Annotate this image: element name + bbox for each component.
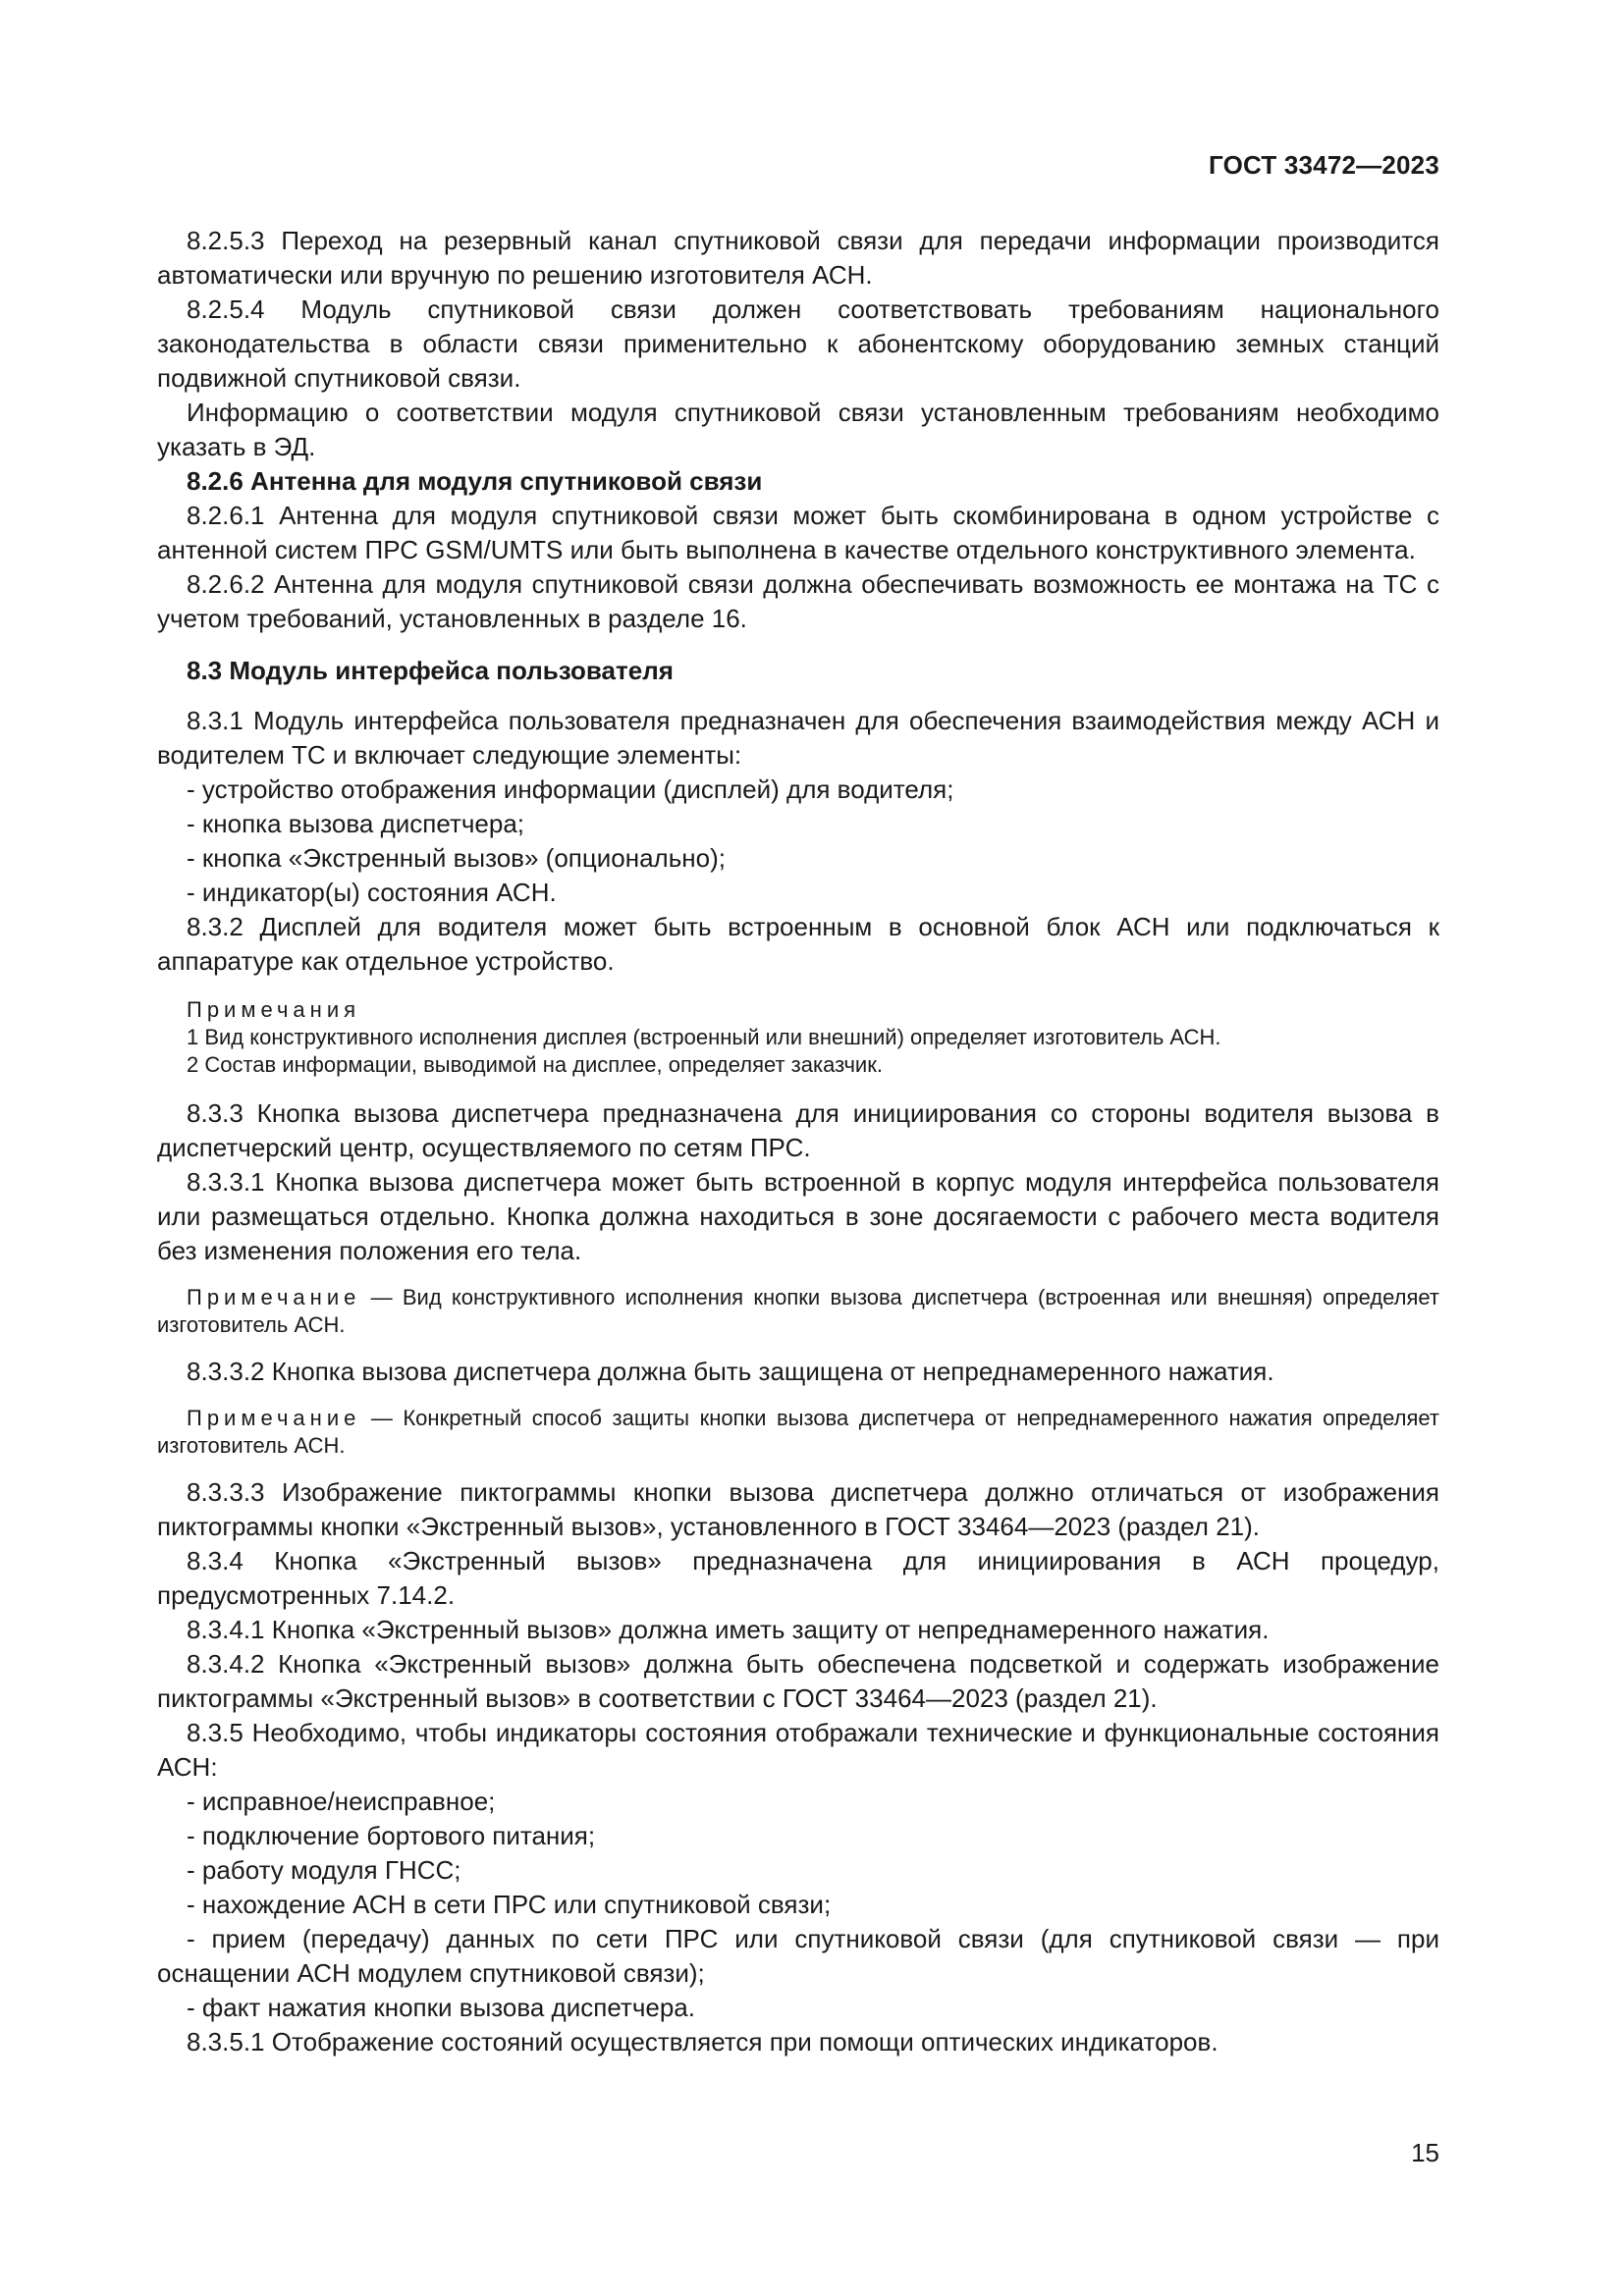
note-label: Примечание <box>187 1406 361 1430</box>
paragraph-8-3-3-2: 8.3.3.2 Кнопка вызова диспетчера должна быть защищена от непреднамеренного нажатия. <box>187 1357 1274 1386</box>
list-item: - работу модуля ГНСС; <box>187 1855 461 1885</box>
note-4 <box>157 1405 1439 1460</box>
paragraph-8-3-5-1: 8.3.5.1 Отображение состояний осуществляется при помощи оптических индикаторов. <box>187 2027 1218 2056</box>
note-block <box>157 1284 1439 1339</box>
note-2: 2 Состав информации, выводимой на дисплее, определяет заказчик. <box>187 1052 883 1077</box>
note-3 <box>157 1284 1439 1339</box>
paragraph-8-2-5-3: 8.2.5.3 Переход на резервный канал спутниковой связи для передачи информации производится автоматически или вручную по решению изготовителя АСН. <box>157 226 1439 290</box>
list-item: - кнопка «Экстренный вызов» (опционально); <box>187 843 726 873</box>
paragraph-8-3-4-2: 8.3.4.2 Кнопка «Экстренный вызов» должна быть обеспечена подсветкой и содержать изображение пиктограммы «Экстренный вызов» в соответствии с ГОСТ 33464—2023 (раздел 21). <box>157 1649 1439 1713</box>
list-item: - подключение бортового питания; <box>187 1821 596 1850</box>
paragraph-8-3-3-1: 8.3.3.1 Кнопка вызова диспетчера может быть встроенной в корпус модуля интерфейса пользователя или размещаться отдельно. Кнопка должна находиться в зоне досягаемости с рабочего места водителя без изменения положения его тела. <box>157 1167 1439 1265</box>
list-item: - факт нажатия кнопки вызова диспетчера. <box>187 1993 695 2022</box>
paragraph-8-3-5: 8.3.5 Необходимо, чтобы индикаторы состояния отображали технические и функциональные состояния АСН: <box>157 1718 1439 1782</box>
notes-title: Примечания <box>187 997 361 1022</box>
paragraph-8-2-6-1: 8.2.6.1 Антенна для модуля спутниковой связи может быть скомбинирована в одном устройстве с антенной систем ПРС GSM/UMTS или быть выполнена в качестве отдельного конструктивного элемента. <box>157 501 1439 564</box>
paragraph-8-3-3-3: 8.3.3.3 Изображение пиктограммы кнопки вызова диспетчера должно отличаться от изображения пиктограммы кнопки «Экстренный вызов», установленного в ГОСТ 33464—2023 (раздел 21). <box>157 1477 1439 1541</box>
list-item: - устройство отображения информации (дисплей) для водителя; <box>187 774 954 804</box>
heading-8-3: 8.3 Модуль интерфейса пользователя <box>187 656 674 685</box>
document-body <box>157 224 1439 2059</box>
note-block <box>157 1405 1439 1460</box>
notes-block <box>157 996 1439 1079</box>
note-label: Примечание <box>187 1285 361 1309</box>
note-1: 1 Вид конструктивного исполнения дисплея (встроенный или внешний) определяет изготовитель АСН. <box>187 1025 1221 1049</box>
page-number: 15 <box>1411 2138 1439 2167</box>
paragraph-8-2-6-2: 8.2.6.2 Антенна для модуля спутниковой связи должна обеспечивать возможность ее монтажа на ТС с учетом требований, установленных в разделе 16. <box>157 569 1439 633</box>
paragraph-8-3-1: 8.3.1 Модуль интерфейса пользователя предназначен для обеспечения взаимодействия между АСН и водителем ТС и включает следующие элементы: <box>157 706 1439 770</box>
list-item: - прием (передачу) данных по сети ПРС или спутниковой связи (для спутниковой связи — при оснащении АСН модулем спутниковой связи); <box>157 1924 1439 1988</box>
paragraph-8-3-2: 8.3.2 Дисплей для водителя может быть встроенным в основной блок АСН или подключаться к аппаратуре как отдельное устройство. <box>157 912 1439 976</box>
paragraph-8-3-3: 8.3.3 Кнопка вызова диспетчера предназначена для инициирования со стороны водителя вызова в диспетчерский центр, осуществляемого по сетям ПРС. <box>157 1098 1439 1162</box>
document-code-header: ГОСТ 33472—2023 <box>1209 150 1439 180</box>
note-text: — Конкретный способ защиты кнопки вызова диспетчера от непреднамеренного нажатия определяет изготовитель АСН. <box>157 1406 1439 1458</box>
list-item: - исправное/неисправное; <box>187 1787 496 1816</box>
paragraph-ed-info: Информацию о соответствии модуля спутниковой связи установленным требованиям необходимо указать в ЭД. <box>157 398 1439 461</box>
paragraph-8-3-4: 8.3.4 Кнопка «Экстренный вызов» предназначена для инициирования в АСН процедур, предусмотренных 7.14.2. <box>157 1546 1439 1610</box>
heading-8-2-6: 8.2.6 Антенна для модуля спутниковой связи <box>187 466 763 496</box>
list-item: - индикатор(ы) состояния АСН. <box>187 878 557 907</box>
list-item: - кнопка вызова диспетчера; <box>187 809 525 838</box>
paragraph-8-3-4-1: 8.3.4.1 Кнопка «Экстренный вызов» должна иметь защиту от непреднамеренного нажатия. <box>187 1615 1270 1644</box>
paragraph-8-2-5-4: 8.2.5.4 Модуль спутниковой связи должен соответствовать требованиям национального законодательства в области связи применительно к абонентскому оборудованию земных станций подвижной спутниковой связи. <box>157 294 1439 393</box>
note-text: — Вид конструктивного исполнения кнопки вызова диспетчера (встроенная или внешняя) определяет изготовитель АСН. <box>157 1285 1439 1337</box>
list-item: - нахождение АСН в сети ПРС или спутниковой связи; <box>187 1890 832 1919</box>
